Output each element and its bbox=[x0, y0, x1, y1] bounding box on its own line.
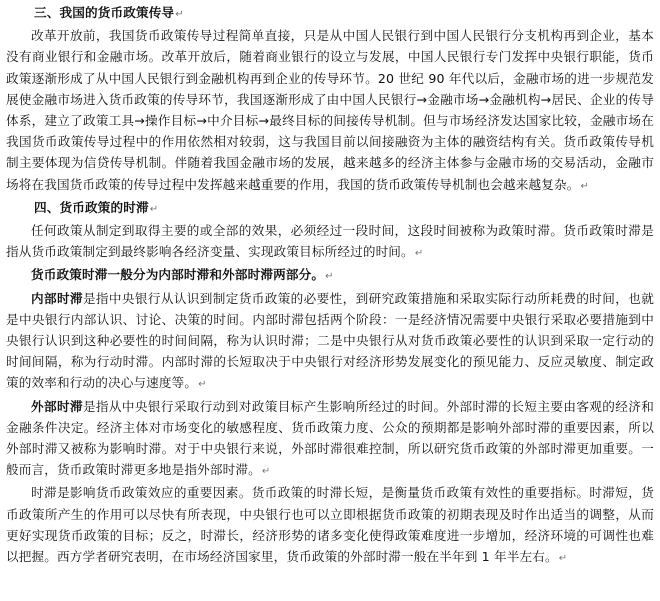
paragraph-mark: ↵ bbox=[175, 9, 184, 20]
paragraph-transmission: 改革开放前，我国货币政策传导过程简单直接，只是从中国人民银行到中国人民银行分支机构再到企业，基本没有商业银行和金融市场。改革开放后，随着商业银行的设立与发展，中国人民银行专门发挥中央银行职能，货币政策逐渐形成了从中国人民银行到金融机构再到企业的传导环节。20 世纪 90 年代以后，金融市场的进一步规范发展使金融市场进入货币政策的传导环节，我国逐渐形成了由中国人民银行→金融市场→金融机构→居民、企业的传导体系，建立了政策工具→操作目标→中介目标→最终目标的间接传导机制。但与市场经济发达国家比较，金融市场在我国货币政策传导过程中的作用依然相对较弱，这与我国目前以间接融资为主体的融资结构有关。货币政策传导机制主要体现为信贷传导机制。伴随着我国金融市场的发展，越来越多的经济主体参与金融市场的交易活动，金融市场将在我国货币政策的传导过程中发挥越来越重要的作用，我国的货币政策传导机制也会越来越复杂。↵ bbox=[6, 28, 654, 192]
paragraph-lag-intro: 任何政策从制定到取得主要的或全部的效果，必须经过一段时间，这段时间被称为政策时滞。货币政策时滞是指从货币政策制定到最终影响各经济变量、实现政策目标所经过的时间。↵ bbox=[6, 223, 654, 260]
section-heading-3: 三、我国的货币政策传导↵ bbox=[34, 5, 184, 20]
paragraph-outer-lag: 外部时滞是指从中央银行采取行动到对政策目标产生影响所经过的时间。外部时滞的长短主要由客观的经济和金融条件决定。经济主体对市场变化的敏感程度、货币政策力度、公众的预期都是影响外部时滞的重要因素，所以外部时滞又被称为影响时滞。对于中央银行来说，外部时滞很难控制，所以研究货币政策的外部时滞更加重要。一般而言，货币政策时滞更多地是指外部时滞。↵ bbox=[6, 398, 654, 478]
section-heading-4: 四、货币政策的时滞↵ bbox=[34, 199, 159, 215]
paragraph-lag-importance: 时滞是影响货币政策效应的重要因素。货币政策的时滞长短，是衡量货币政策有效性的重要指标。时滞短，货币政策所产生的作用可以尽快有所表现，中央银行也可以立即根据货币政策的初期表现及时作出适当的调整，从而更好实现货币政策的目标；反之，时滞长，经济形势的诸多变化使得政策难度进一步增加，经济环境的可调性也难以把握。西方学者研究表明，在市场经济国家里，货币政策的外部时滞一般在半年到 1 年半左右。↵ bbox=[6, 485, 654, 565]
term-inner-lag: 内部时滞 bbox=[31, 290, 83, 306]
paragraph-lag-split: 货币政策时滞一般分为内部时滞和外部时滞两部分。↵ bbox=[31, 267, 334, 283]
paragraph-mark: ↵ bbox=[198, 379, 207, 391]
paragraph-mark: ↵ bbox=[325, 271, 334, 283]
paragraph-mark: ↵ bbox=[580, 180, 589, 192]
paragraph-mark: ↵ bbox=[558, 553, 568, 565]
paragraph-mark: ↵ bbox=[149, 203, 159, 215]
paragraph-inner-lag: 内部时滞是指中央银行从认识到制定货币政策的必要性，到研究政策措施和采取实际行动所耗费的时间，也就是中央银行内部认识、讨论、决策的时间。内部时滞包括两个阶段：一是经济情况需要中央银行采取必要措施到中央银行认识到这种必要性的时间间隔，称为认识时滞；二是中央银行从对货币政策必要性的认识到采取一定行动的时间间隔，称为行动时滞。内部时滞的长短取决于中央银行对经济形势发展变化的预见能力、反应灵敏度、制定政策的效率和行动的决心与速度等。↵ bbox=[6, 290, 654, 391]
paragraph-mark: ↵ bbox=[414, 248, 424, 260]
paragraph-mark: ↵ bbox=[261, 466, 271, 478]
term-outer-lag: 外部时滞 bbox=[31, 398, 83, 414]
